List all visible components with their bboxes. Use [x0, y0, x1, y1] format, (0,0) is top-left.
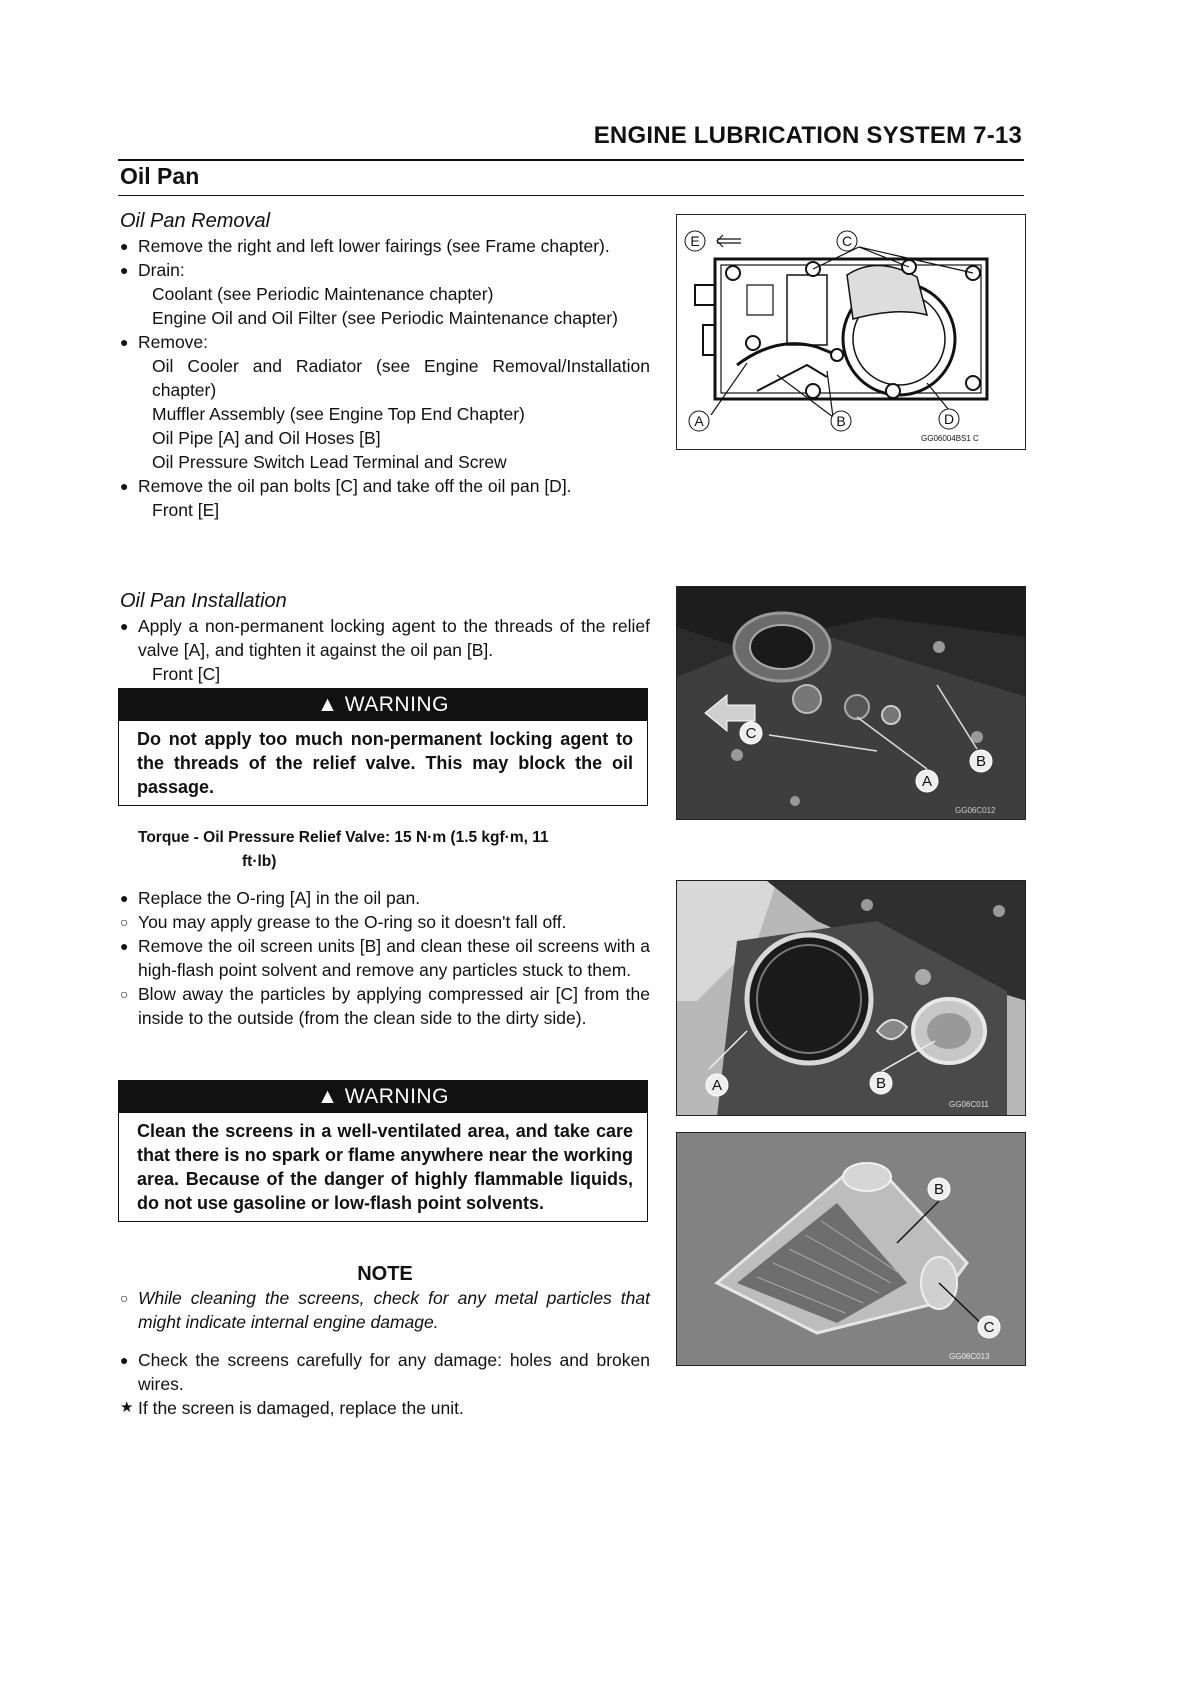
- callout-b: B: [975, 753, 987, 770]
- screen-steps: [120, 886, 650, 1030]
- warning-triangle-icon: ▲: [317, 693, 339, 716]
- note-text: ○ While cleaning the screens, check for any metal particles that might indicate internal engine damage.: [120, 1286, 650, 1334]
- callout-a: A: [711, 1077, 723, 1094]
- figure-oil-pan-diagram: [676, 214, 1026, 450]
- figure-code: GG06004BS1 C: [921, 434, 979, 443]
- figure-oil-screen-photo: [676, 1132, 1026, 1366]
- callout-c: C: [983, 1319, 995, 1336]
- figure-o-ring-photo: [676, 880, 1026, 1116]
- figure-code: GG06C012: [955, 806, 996, 815]
- warning-label: WARNING: [344, 1085, 449, 1108]
- drain-item: Coolant (see Periodic Maintenance chapter): [152, 284, 494, 304]
- installation-sub-1: ○ You may apply grease to the O-ring so it doesn't fall off.: [120, 910, 650, 934]
- callout-c: C: [745, 725, 757, 742]
- callout-a: A: [921, 773, 933, 790]
- warning-label: WARNING: [344, 693, 449, 716]
- removal-step-4: ● Remove the oil pan bolts [C] and take off the oil pan [D].: [120, 474, 650, 498]
- removal-block: [120, 208, 650, 522]
- removal-heading: Oil Pan Removal: [120, 210, 271, 232]
- installation-step-3: ● Remove the oil screen units [B] and clean these oil screens with a high-flash point solvent and remove any particles stuck to them.: [120, 934, 650, 982]
- remove-item: Muffler Assembly (see Engine Top End Chapter): [152, 404, 525, 424]
- installation-front-ref: Front [C]: [152, 664, 221, 684]
- final-steps: [120, 1348, 650, 1420]
- warning-bar: [119, 689, 647, 721]
- torque-line-2: ft·lb): [242, 853, 277, 870]
- warning-bar: [119, 1081, 647, 1113]
- note-block: [120, 1262, 650, 1334]
- callout-b: B: [836, 413, 846, 429]
- section-rule: [118, 195, 1024, 196]
- remove-item: Oil Pipe [A] and Oil Hoses [B]: [152, 428, 381, 448]
- remove-item: Oil Pressure Switch Lead Terminal and Screw: [152, 452, 507, 472]
- installation-step-4: ● Check the screens carefully for any damage: holes and broken wires.: [120, 1348, 650, 1396]
- callout-a: A: [694, 413, 704, 429]
- warning-text: Clean the screens in a well-ventilated area, and take care that there is no spark or flame anywhere near the working area. Because of the danger of highly flammable liquids, do not use gasoline or low-flash point solvents.: [137, 1121, 633, 1213]
- torque-line-1: Torque - Oil Pressure Relief Valve: 15 N·m (1.5 kgf·m, 11: [138, 829, 549, 846]
- note-heading: NOTE: [357, 1263, 413, 1285]
- o-ring-photo: [677, 881, 1026, 1116]
- warning-text: Do not apply too much non-permanent locking agent to the threads of the relief valve. This may block the oil passage.: [137, 729, 633, 797]
- oil-pan-diagram: [677, 215, 1026, 450]
- callout-e: E: [690, 233, 700, 249]
- removal-step-1: ● Remove the right and left lower fairings (see Frame chapter).: [120, 234, 650, 258]
- conditional-step: ★ If the screen is damaged, replace the unit.: [120, 1396, 650, 1420]
- removal-step-2: ● Drain:: [120, 258, 650, 282]
- installation-step-2: ● Replace the O-ring [A] in the oil pan.: [120, 886, 650, 910]
- callout-b: B: [875, 1075, 887, 1092]
- relief-valve-photo: [677, 587, 1026, 820]
- callout-b: B: [933, 1181, 945, 1198]
- figure-code: GG06C011: [949, 1100, 989, 1109]
- drain-item: Engine Oil and Oil Filter (see Periodic Maintenance chapter): [152, 308, 618, 328]
- installation-sub-2: ○ Blow away the particles by applying compressed air [C] from the inside to the outside (from the clean side to the dirty side).: [120, 982, 650, 1030]
- header-rule: [118, 159, 1024, 161]
- warning-triangle-icon: ▲: [317, 1085, 339, 1108]
- warning-box-1: [118, 688, 648, 806]
- section-title: Oil Pan: [120, 163, 200, 189]
- removal-step-3: ● Remove:: [120, 330, 650, 354]
- installation-step-1: ● Apply a non-permanent locking agent to the threads of the relief valve [A], and tighten it against the oil pan [B].: [120, 614, 650, 662]
- oil-screen-photo: [677, 1133, 1026, 1366]
- removal-front-ref: Front [E]: [152, 500, 220, 520]
- installation-heading: Oil Pan Installation: [120, 590, 287, 612]
- callout-c: C: [841, 233, 853, 249]
- remove-item: Oil Cooler and Radiator (see Engine Removal/Installation chapter): [152, 356, 650, 400]
- chapter-title: ENGINE LUBRICATION SYSTEM 7-13: [593, 122, 1022, 149]
- warning-box-2: [118, 1080, 648, 1222]
- figure-relief-valve-photo: [676, 586, 1026, 820]
- torque-spec: [138, 826, 648, 874]
- callout-d: D: [943, 411, 955, 427]
- installation-block: [120, 588, 650, 686]
- figure-code: GG06C013: [949, 1352, 990, 1361]
